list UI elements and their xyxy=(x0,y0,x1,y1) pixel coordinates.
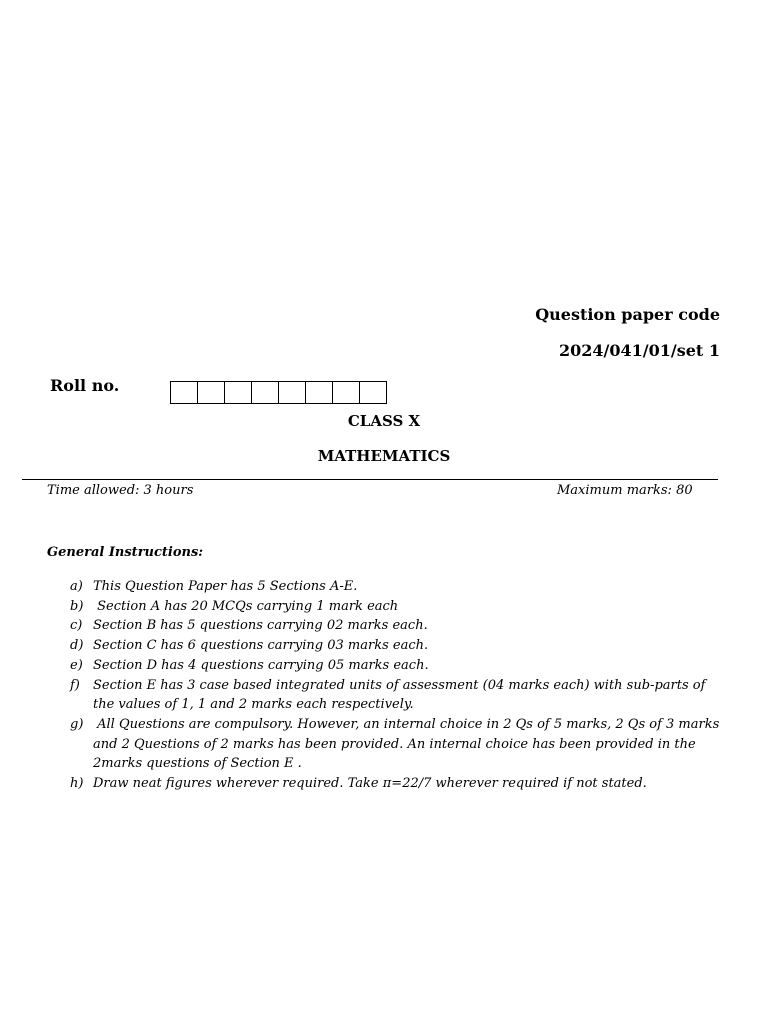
instruction-item xyxy=(0,774,768,794)
class-title: CLASS X xyxy=(347,412,421,430)
instruction-item xyxy=(0,616,768,636)
roll-number-box[interactable] xyxy=(225,382,252,403)
roll-number-box[interactable] xyxy=(333,382,360,403)
roll-number-box[interactable] xyxy=(252,382,279,403)
time-allowed: Time allowed: 3 hours xyxy=(47,483,194,498)
instruction-item xyxy=(0,577,768,597)
instruction-text: Section A has 20 MCQs carrying 1 mark each xyxy=(93,598,399,614)
subject-title: MATHEMATICS xyxy=(317,447,451,465)
roll-number-box[interactable] xyxy=(171,382,198,403)
instruction-letter: e) xyxy=(70,657,83,673)
roll-number-label: Roll no. xyxy=(50,376,120,395)
question-paper-code: 2024/041/01/set 1 xyxy=(558,341,720,360)
instructions-list xyxy=(0,577,768,794)
instruction-item xyxy=(0,656,768,676)
instruction-text: Section C has 6 questions carrying 03 marks each. xyxy=(93,638,429,654)
instruction-text: All Questions are compulsory. However, an internal choice in 2 Qs of 5 marks, 2 Qs of 3 marks and 2 Questions of 2 marks has been provided. An internal choice has been provided in the 2marks questions of Section E . xyxy=(93,716,724,772)
instruction-letter: a) xyxy=(70,579,83,594)
general-instructions-heading: General Instructions: xyxy=(47,545,204,560)
instruction-text: Draw neat figures wherever required. Take π=22/7 wherever required if not stated. xyxy=(93,776,647,792)
header-divider xyxy=(22,479,718,480)
instruction-item xyxy=(0,676,768,715)
instruction-text: Section E has 3 case based integrated units of assessment (04 marks each) with sub-parts of the values of 1, 1 and 2 marks each respectively. xyxy=(93,677,710,713)
roll-number-boxes xyxy=(170,381,387,404)
instruction-text: Section B has 5 questions carrying 02 marks each. xyxy=(93,618,428,634)
maximum-marks: Maximum marks: 80 xyxy=(557,483,693,498)
roll-number-box[interactable] xyxy=(360,382,386,403)
roll-number-box[interactable] xyxy=(306,382,333,403)
instruction-text: Section D has 4 questions carrying 05 marks each. xyxy=(93,657,429,673)
instruction-letter: d) xyxy=(70,638,84,654)
question-paper-code-label: Question paper code xyxy=(535,305,720,324)
instruction-item xyxy=(0,636,768,656)
instruction-item xyxy=(0,715,768,774)
instruction-letter: g) xyxy=(70,716,84,732)
instruction-letter: b) xyxy=(70,598,84,614)
instruction-text: This Question Paper has 5 Sections A-E. xyxy=(93,579,358,594)
roll-number-box[interactable] xyxy=(279,382,306,403)
instruction-item xyxy=(0,597,768,617)
roll-number-box[interactable] xyxy=(198,382,225,403)
instruction-letter: h) xyxy=(70,776,84,792)
instruction-letter: f) xyxy=(70,677,80,693)
instruction-letter: c) xyxy=(70,618,83,634)
